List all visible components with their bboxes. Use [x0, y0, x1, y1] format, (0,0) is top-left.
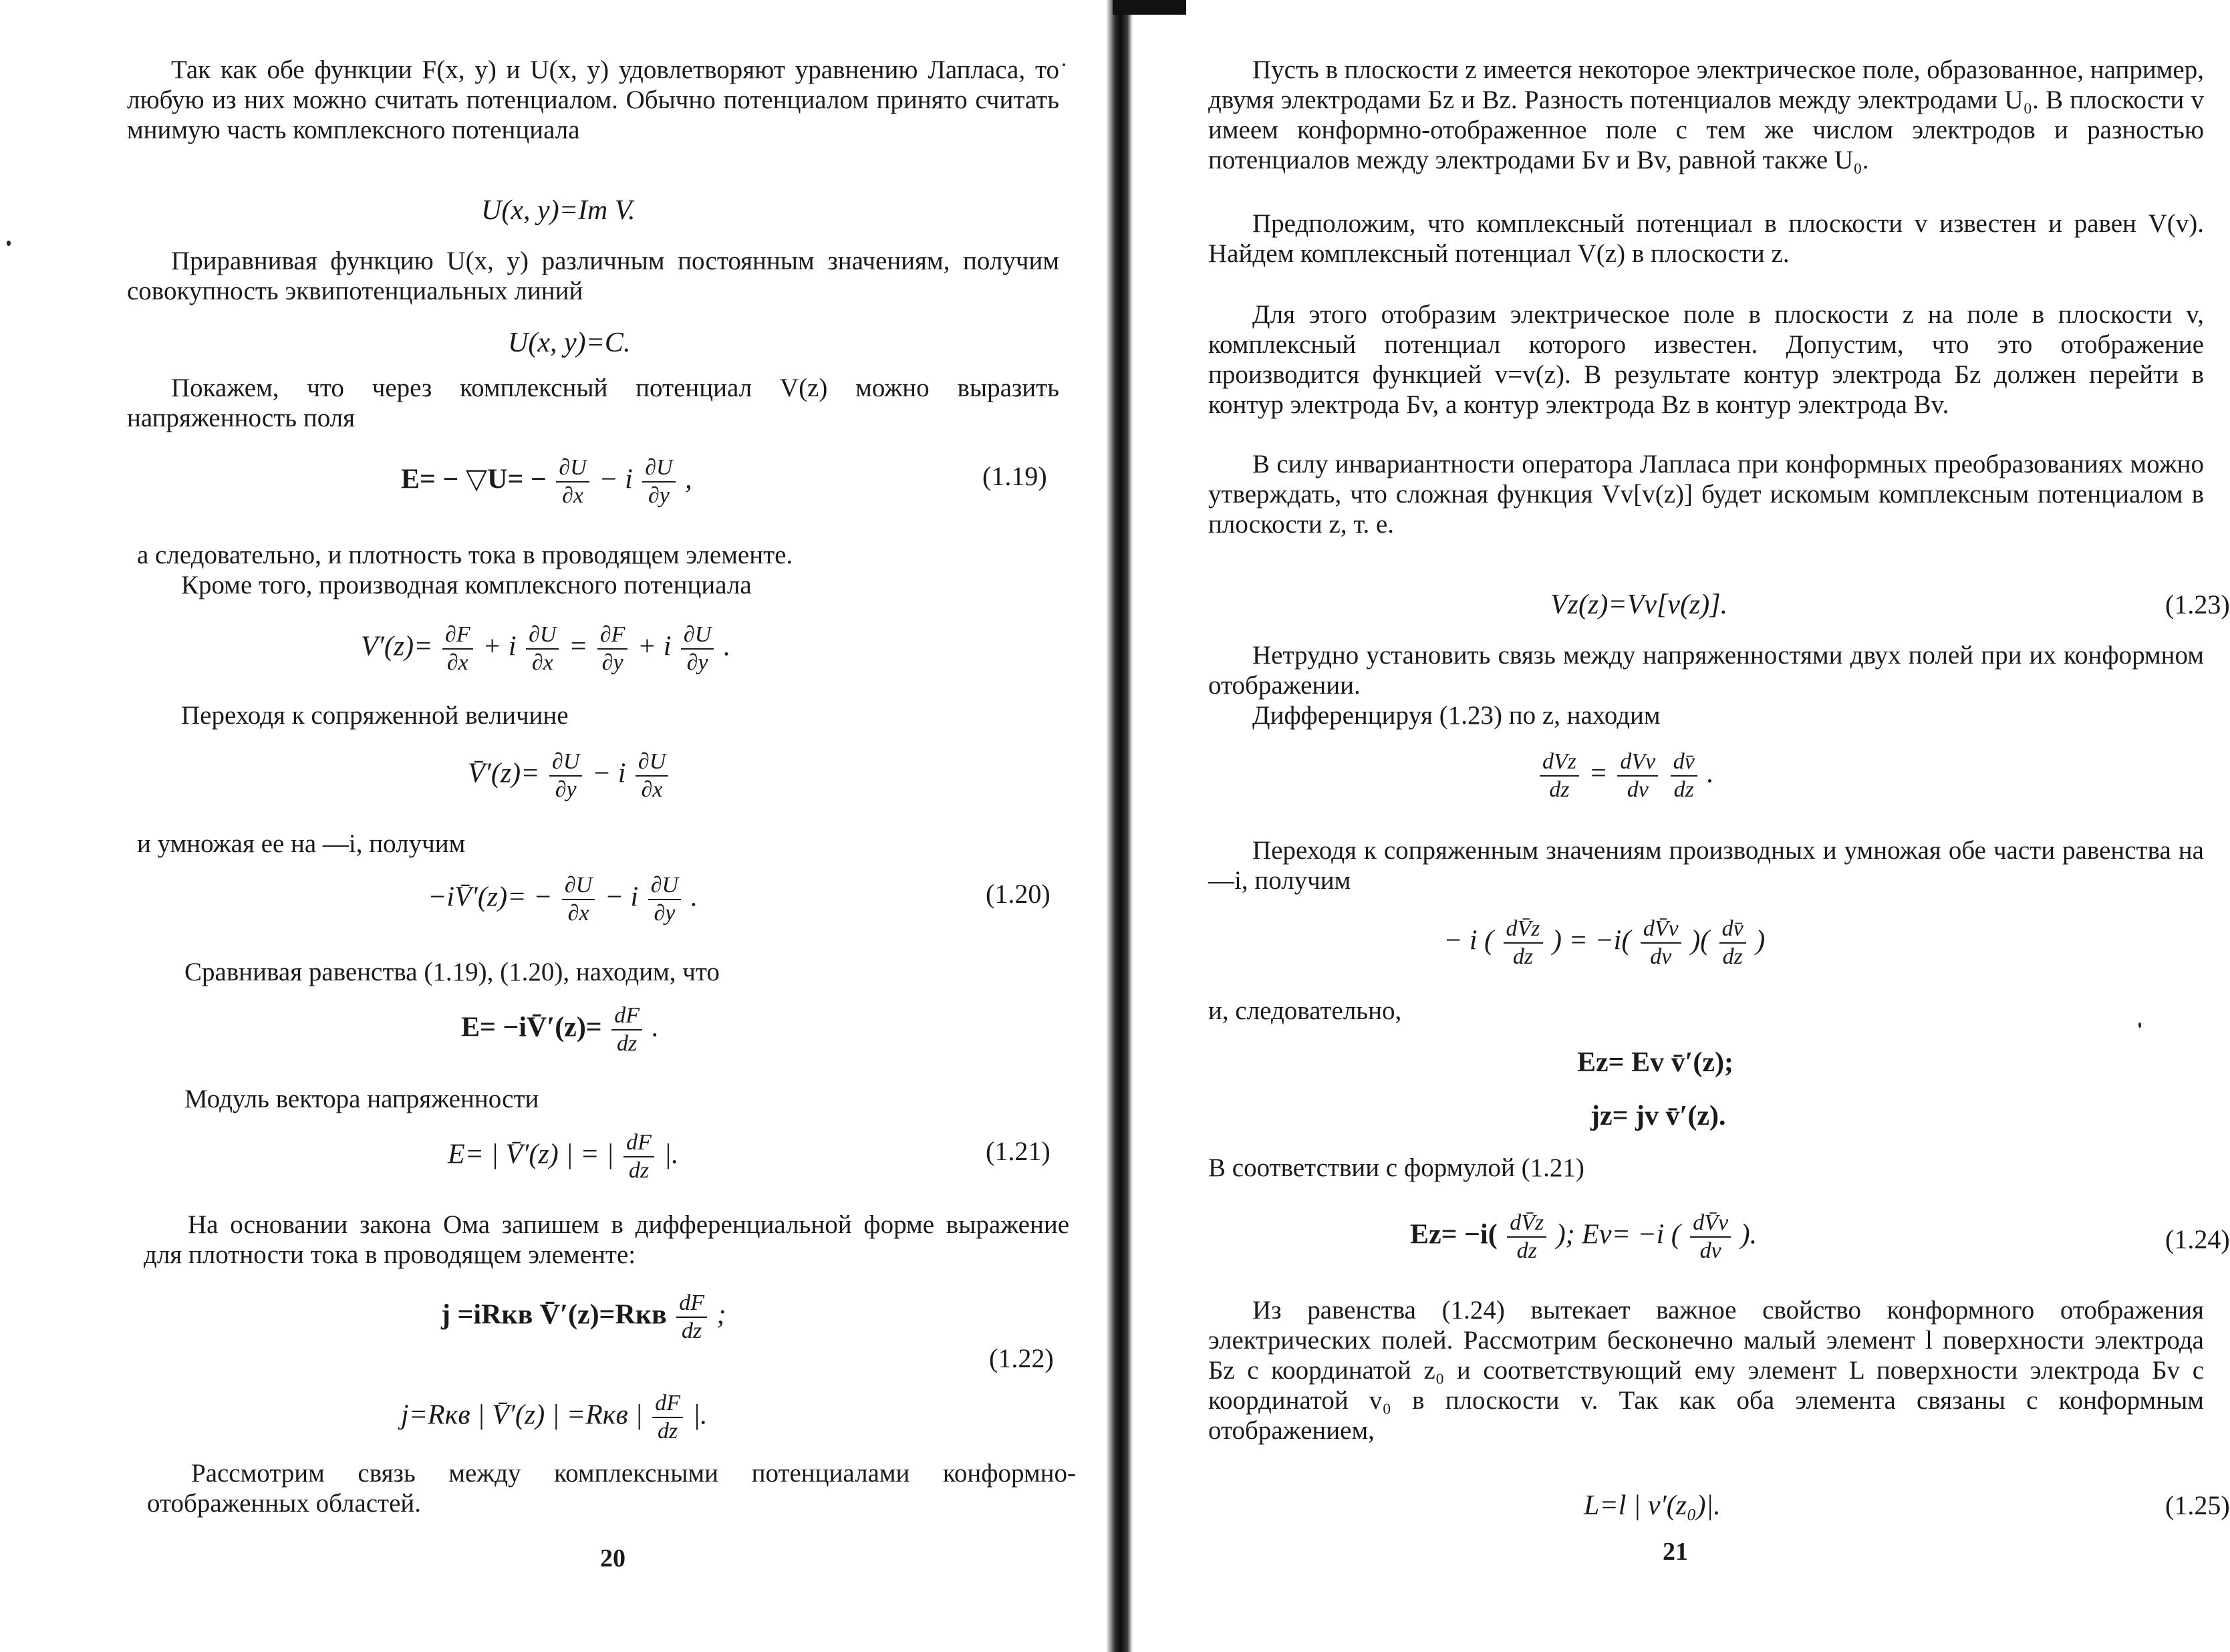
equation-1-24: Ez= −i( $\frac{dV̄z}{dz}$ ); Ev= −i ( $\frac{dV̄v}{dv}$ ).: [1410, 1210, 1758, 1263]
equation-number: (1.24): [2165, 1224, 2230, 1254]
paragraph: Из равенства (1.24) вытекает важное свойство конформного отображения электрических полей. Рассмотрим бесконечно малый элемент l поверхности электрода Бz с координатой z₀ и соответствующий ему элемент L поверхности электрода Бv с координатой v₀ в плоскости v. Так как оба элемента связаны с конформным отображением,: [1208, 1296, 2204, 1445]
paragraph: Предположим, что комплексный потенциал в плоскости v известен и равен V(v). Найдем комплексный потенциал V(z) в плоскости z.: [1208, 209, 2204, 268]
scan-speck: [1063, 63, 1065, 66]
equation-1-22b: j=Rкв | V̄′(z) | =Rкв | $\frac{dF}{dz}$ |.: [401, 1391, 708, 1443]
equation-1-19: E= − ▽U= − $\frac{\partial U}{\partial x}$ − i $\frac{\partial U}{\partial y}$ ,: [401, 455, 692, 508]
equation-number: (1.22): [989, 1343, 1054, 1373]
equation: L=l | v′(z₀)|.: [1584, 1490, 1721, 1521]
paragraph: Модуль вектора напряженности: [184, 1085, 539, 1113]
paragraph: Пусть в плоскости z имеется некоторое электрическое поле, образованное, например, двумя электродами Бz и Вz. Разность потенциалов между электродами U₀. В плоскости v имеем конформно-отображенное поле с тем же числом электродов и разностью потенциалов между электродами Бv и Вv, равной также U₀.: [1208, 55, 2204, 174]
paragraph: В силу инвариантности оператора Лапласа при конформных преобразованиях можно утверждать, что сложная функция Vv[v(z)] будет искомым комплексным потенциалом в плоскости z, т. е.: [1208, 450, 2204, 539]
equation-1-21: E= | V̄′(z) | = | $\frac{dF}{dz}$ |.: [448, 1130, 679, 1183]
paragraph: Рассмотрим связь между комплексными потенциалами конформно-отображенных областей.: [147, 1459, 1076, 1518]
paragraph: Сравнивая равенства (1.19), (1.20), находим, что: [184, 958, 720, 986]
page-number: 20: [600, 1544, 625, 1572]
paragraph: Переходя к сопряженным значениям производных и умножая обе части равенства на —i, получим: [1208, 836, 2204, 895]
equation: V′(z)= $\frac{\partial F}{\partial x}$ + i $\frac{\partial U}{\partial x}$ = $\frac{\partial F}{\partial y}$ + i $\frac{\partial U}{\partial y}$ .: [361, 622, 731, 675]
equation-number: (1.21): [986, 1136, 1051, 1166]
equation: V̄′(z)= $\frac{\partial U}{\partial y}$ − i $\frac{\partial U}{\partial x}$: [468, 748, 671, 803]
paragraph: Приравнивая функцию U(x, y) различным постоянным значениям, получим совокупность эквипотенциальных линий: [127, 247, 1059, 305]
equation-number: (1.20): [986, 879, 1051, 909]
equation: Vz(z)=Vv[v(z)].: [1550, 589, 1728, 620]
paragraph: Покажем, что через комплексный потенциал V(z) можно выразить напряженность поля: [127, 374, 1059, 432]
paragraph: а следовательно, и плотность тока в проводящем элементе.: [137, 541, 793, 569]
equation: − i ( $\frac{dV̄z}{dz}$ ) = −i( $\frac{dV̄v}{dv}$ )( $\frac{dv̄}{dz}$ ): [1443, 916, 1766, 969]
page-number: 21: [1663, 1538, 1688, 1566]
paragraph: На основании закона Ома запишем в дифференциальной форме выражение для плотности тока в проводящем элементе:: [144, 1210, 1069, 1269]
paragraph: Нетрудно установить связь между напряженностями двух полей при их конформном отображении.: [1208, 641, 2204, 700]
equation-1-22a: j =iRкв V̄′(z)=Rкв $\frac{dF}{dz}$ ;: [441, 1290, 726, 1343]
book-gutter: [1106, 0, 1133, 1652]
equation-1-20: −iV̄′(z)= − $\frac{\partial U}{\partial x}$ − i $\frac{\partial U}{\partial y}$ .: [428, 873, 698, 926]
paragraph: и умножая ее на —i, получим: [137, 829, 466, 858]
scan-speck: [2138, 1022, 2141, 1028]
paragraph: Дифференцируя (1.23) по z, находим: [1252, 701, 1661, 730]
paragraph: Так как обе функции F(x, y) и U(x, y) удовлетворяют уравнению Лапласа, то любую из них можно считать потенциалом. Обычно потенциалом принято считать мнимую часть комплексного потенциала: [127, 55, 1059, 144]
paragraph: Для этого отобразим электрическое поле в плоскости z на поле в плоскости v, комплексный потенциал которого известен. Допустим, что это отображение производится функцией v=v(z). В результате контур электрода Бz должен перейти в контур электрода Бv, а контур электрода Вz в контур электрода Вv.: [1208, 300, 2204, 419]
paragraph: Переходя к сопряженной величине: [181, 701, 569, 730]
paragraph: и, следовательно,: [1208, 996, 1402, 1025]
equation: Ez= Ev v̄′(z);: [1577, 1047, 1734, 1078]
paragraph: Кроме того, производная комплексного потенциала: [181, 571, 752, 599]
equation: U(x, y)=Im V.: [481, 195, 636, 226]
equation: E= −iV̄′(z)= $\frac{dF}{dz}$ .: [461, 1003, 660, 1056]
equation-number: (1.19): [982, 461, 1047, 491]
scan-speck: [7, 241, 11, 246]
right-page: [1136, 0, 2230, 1652]
left-page: [0, 0, 1103, 1652]
equation-number: (1.25): [2165, 1490, 2230, 1520]
paragraph: В соответствии с формулой (1.21): [1208, 1153, 1584, 1182]
equation-number: (1.23): [2165, 589, 2230, 620]
equation: jz= jv v̄′(z).: [1590, 1101, 1726, 1131]
equation: U(x, y)=C.: [508, 327, 631, 358]
equation: $\frac{\text{dVz}}{dz}$ = $\frac{\text{dVv}}{dv}$ $\frac{dv̄}{dz}$ .: [1537, 748, 1714, 803]
